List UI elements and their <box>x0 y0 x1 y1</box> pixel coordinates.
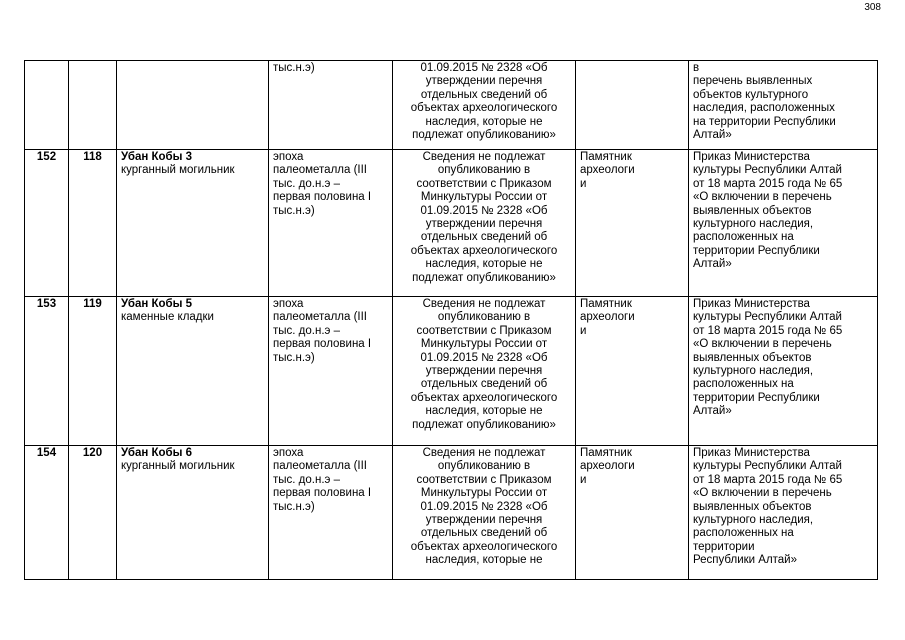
row-number: 152 <box>25 150 69 297</box>
document-cell: Приказ Министерства культуры Республики Алтай от 18 марта 2015 года № 65 «О включении в перечень выявленных объектов культурного наследия, расположенных на территории Республики Алтай» <box>689 446 878 580</box>
num-cell <box>25 61 69 150</box>
table-row <box>25 446 878 580</box>
document-cell: Приказ Министерства культуры Республики Алтай от 18 марта 2015 года № 65 «О включении в перечень выявленных объектов культурного наследия, расположенных на территории Республики Алтай» <box>689 297 878 446</box>
dating-cell: эпоха палеометалла (III тыс. до.н.э – первая половина I тыс.н.э) <box>269 297 393 446</box>
row-number: 154 <box>25 446 69 580</box>
info-cell: 01.09.2015 № 2328 «Об утверждении перечня отдельных сведений об объектах археологического наследия, которые не подлежат опубликованию» <box>393 61 576 150</box>
category-cell <box>576 61 689 150</box>
name-cell <box>117 446 269 580</box>
category-cell: Памятник археологи и <box>576 150 689 297</box>
dating-cell: эпоха палеометалла (III тыс. до.н.э – первая половина I тыс.н.э) <box>269 150 393 297</box>
name-cell <box>117 61 269 150</box>
info-cell: Сведения не подлежат опубликованию в соответствии с Приказом Минкультуры России от 01.09.2015 № 2328 «Об утверждении перечня отдельных сведений об объектах археологического наследия, которые не подлежат опубликованию» <box>393 297 576 446</box>
document-cell: в перечень выявленных объектов культурного наследия, расположенных на территории Республики Алтай» <box>689 61 878 150</box>
object-kind: курганный могильник <box>121 460 235 473</box>
registry-number: 119 <box>69 297 117 446</box>
name-cell <box>117 150 269 297</box>
name-cell <box>117 297 269 446</box>
reg-cell <box>69 61 117 150</box>
info-cell: Сведения не подлежат опубликованию в соответствии с Приказом Минкультуры России от 01.09.2015 № 2328 «Об утверждении перечня отдельных сведений об объектах археологического наследия, которые не <box>393 446 576 580</box>
object-kind: курганный могильник <box>121 164 235 177</box>
object-kind: каменные кладки <box>121 311 214 324</box>
info-cell: Сведения не подлежат опубликованию в соответствии с Приказом Минкультуры России от 01.09.2015 № 2328 «Об утверждении перечня отдельных сведений об объектах археологического наследия, которые не подлежат опубликованию» <box>393 150 576 297</box>
object-title: Убан Кобы 6 <box>121 447 193 459</box>
document-cell: Приказ Министерства культуры Республики Алтай от 18 марта 2015 года № 65 «О включении в перечень выявленных объектов культурного наследия, расположенных на территории Республики Алтай» <box>689 150 878 297</box>
object-title: Убан Кобы 5 <box>121 298 193 310</box>
registry-number: 120 <box>69 446 117 580</box>
heritage-registry-table <box>24 60 878 580</box>
table-row <box>25 150 878 297</box>
row-number: 153 <box>25 297 69 446</box>
category-cell: Памятник археологи и <box>576 446 689 580</box>
page-number: 308 <box>864 2 881 13</box>
object-title: Убан Кобы 3 <box>121 151 193 163</box>
dating-cell: эпоха палеометалла (III тыс. до.н.э – первая половина I тыс.н.э) <box>269 446 393 580</box>
category-cell: Памятник археологи и <box>576 297 689 446</box>
table-row-continued <box>25 61 878 150</box>
dating-cell: тыс.н.э) <box>269 61 393 150</box>
table-row <box>25 297 878 446</box>
registry-number: 118 <box>69 150 117 297</box>
